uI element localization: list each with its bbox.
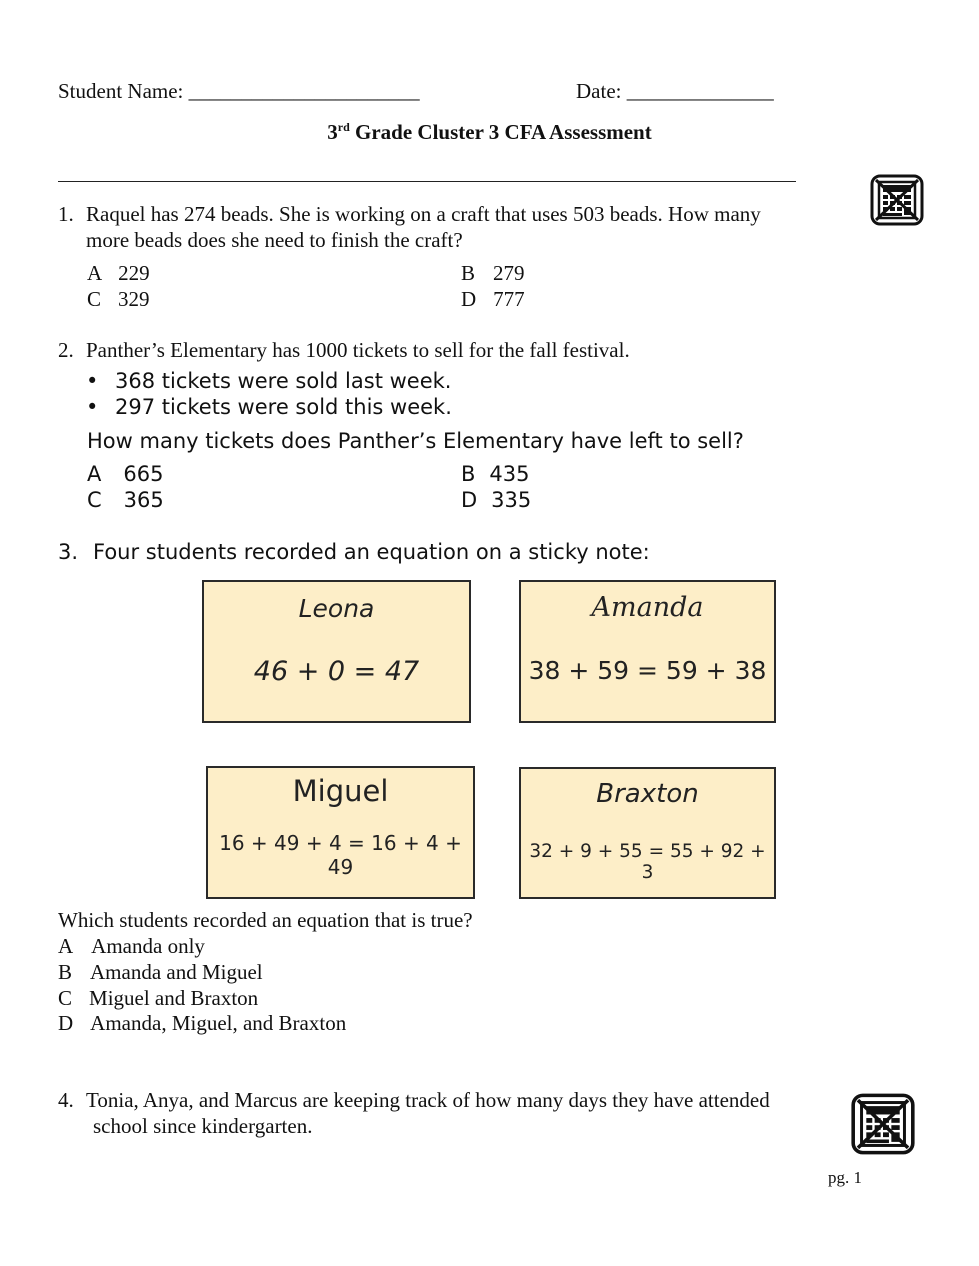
sticky-note-equation: 32 + 9 + 55 = 55 + 92 + 3 [529, 841, 766, 883]
option-value: 279 [493, 261, 525, 285]
option-letter: A [58, 934, 74, 958]
option-letter: C [87, 488, 102, 512]
sticky-note-name: Miguel [292, 774, 389, 808]
q1-option-c[interactable] [87, 287, 150, 312]
option-value: 229 [118, 261, 150, 285]
option-value: Amanda only [91, 934, 205, 958]
option-letter: A [87, 462, 102, 486]
q2-option-d[interactable] [461, 488, 531, 512]
option-letter: A [87, 261, 103, 285]
option-value: 777 [493, 287, 525, 311]
q3-option-a[interactable] [58, 934, 205, 959]
bullet-icon: • [86, 395, 99, 419]
page-title [0, 120, 979, 145]
date-field: Date: ______________ [576, 79, 774, 103]
q2-option-a[interactable] [87, 462, 163, 486]
q1-option-b[interactable] [461, 261, 525, 286]
divider [58, 181, 796, 182]
option-letter: B [461, 462, 476, 486]
sticky-note-equation: 46 + 0 = 47 [253, 656, 420, 687]
q2-bullet-1: 368 tickets were sold last week. [115, 369, 452, 393]
option-letter: D [461, 488, 478, 512]
sticky-note-miguel [206, 766, 475, 899]
sticky-note-equation: 16 + 49 + 4 = 16 + 4 + 49 [219, 831, 462, 879]
q2-number: 2. [58, 338, 74, 362]
q1-option-a[interactable] [87, 261, 150, 286]
title-superscript: rd [337, 120, 350, 134]
page-number: pg. 1 [828, 1168, 862, 1187]
sticky-note-amanda [519, 580, 776, 723]
q1-stem-line2: more beads does she need to finish the craft? [86, 228, 463, 252]
sticky-note-equation: 38 + 59 = 59 + 38 [528, 656, 767, 685]
student-name-field: Student Name: ______________________ [58, 79, 420, 103]
option-letter: B [58, 960, 73, 984]
no-calculator-icon [870, 174, 924, 226]
q2-question: How many tickets does Panther’s Elementary have left to sell? [87, 429, 744, 453]
option-letter: C [58, 986, 73, 1010]
option-value: 365 [123, 488, 164, 512]
sticky-note-leona [202, 580, 471, 723]
option-letter: C [87, 287, 102, 311]
option-value: Amanda, Miguel, and Braxton [90, 1011, 347, 1035]
title-text: Grade Cluster 3 CFA Assessment [349, 120, 652, 144]
q1-number: 1. [58, 202, 74, 226]
q3-question: Which students recorded an equation that is true? [58, 908, 473, 932]
option-letter: D [58, 1011, 74, 1035]
sticky-note-braxton [519, 767, 776, 899]
option-value: Amanda and Miguel [90, 960, 263, 984]
q1-option-d[interactable] [461, 287, 525, 312]
q4-number: 4. [58, 1088, 74, 1112]
option-letter: D [461, 287, 477, 311]
no-calculator-icon [850, 1093, 916, 1155]
option-letter: B [461, 261, 476, 285]
option-value: 335 [491, 488, 532, 512]
sticky-note-name: Braxton [596, 779, 699, 809]
q3-stem: Four students recorded an equation on a sticky note: [93, 540, 650, 564]
q2-option-c[interactable] [87, 488, 164, 512]
q3-option-b[interactable] [58, 960, 263, 985]
q3-option-c[interactable] [58, 986, 258, 1011]
title-grade-number: 3 [327, 120, 338, 144]
q4-stem-line2: school since kindergarten. [93, 1114, 313, 1138]
q2-stem: Panther’s Elementary has 1000 tickets to sell for the fall festival. [86, 338, 630, 362]
q3-number: 3. [58, 540, 79, 564]
option-value: 329 [118, 287, 150, 311]
option-value: 435 [489, 462, 530, 486]
sticky-note-name: Leona [298, 594, 375, 623]
q2-option-b[interactable] [461, 462, 530, 486]
q1-stem-line1: Raquel has 274 beads. She is working on a craft that uses 503 beads. How many [86, 202, 761, 226]
option-value: Miguel and Braxton [89, 986, 259, 1010]
q3-option-d[interactable] [58, 1011, 346, 1036]
q2-bullet-2: 297 tickets were sold this week. [115, 395, 452, 419]
sticky-note-name: Amanda [591, 592, 704, 623]
q4-stem-line1: Tonia, Anya, and Marcus are keeping track of how many days they have attended [86, 1088, 770, 1112]
option-value: 665 [123, 462, 164, 486]
bullet-icon: • [86, 369, 99, 393]
